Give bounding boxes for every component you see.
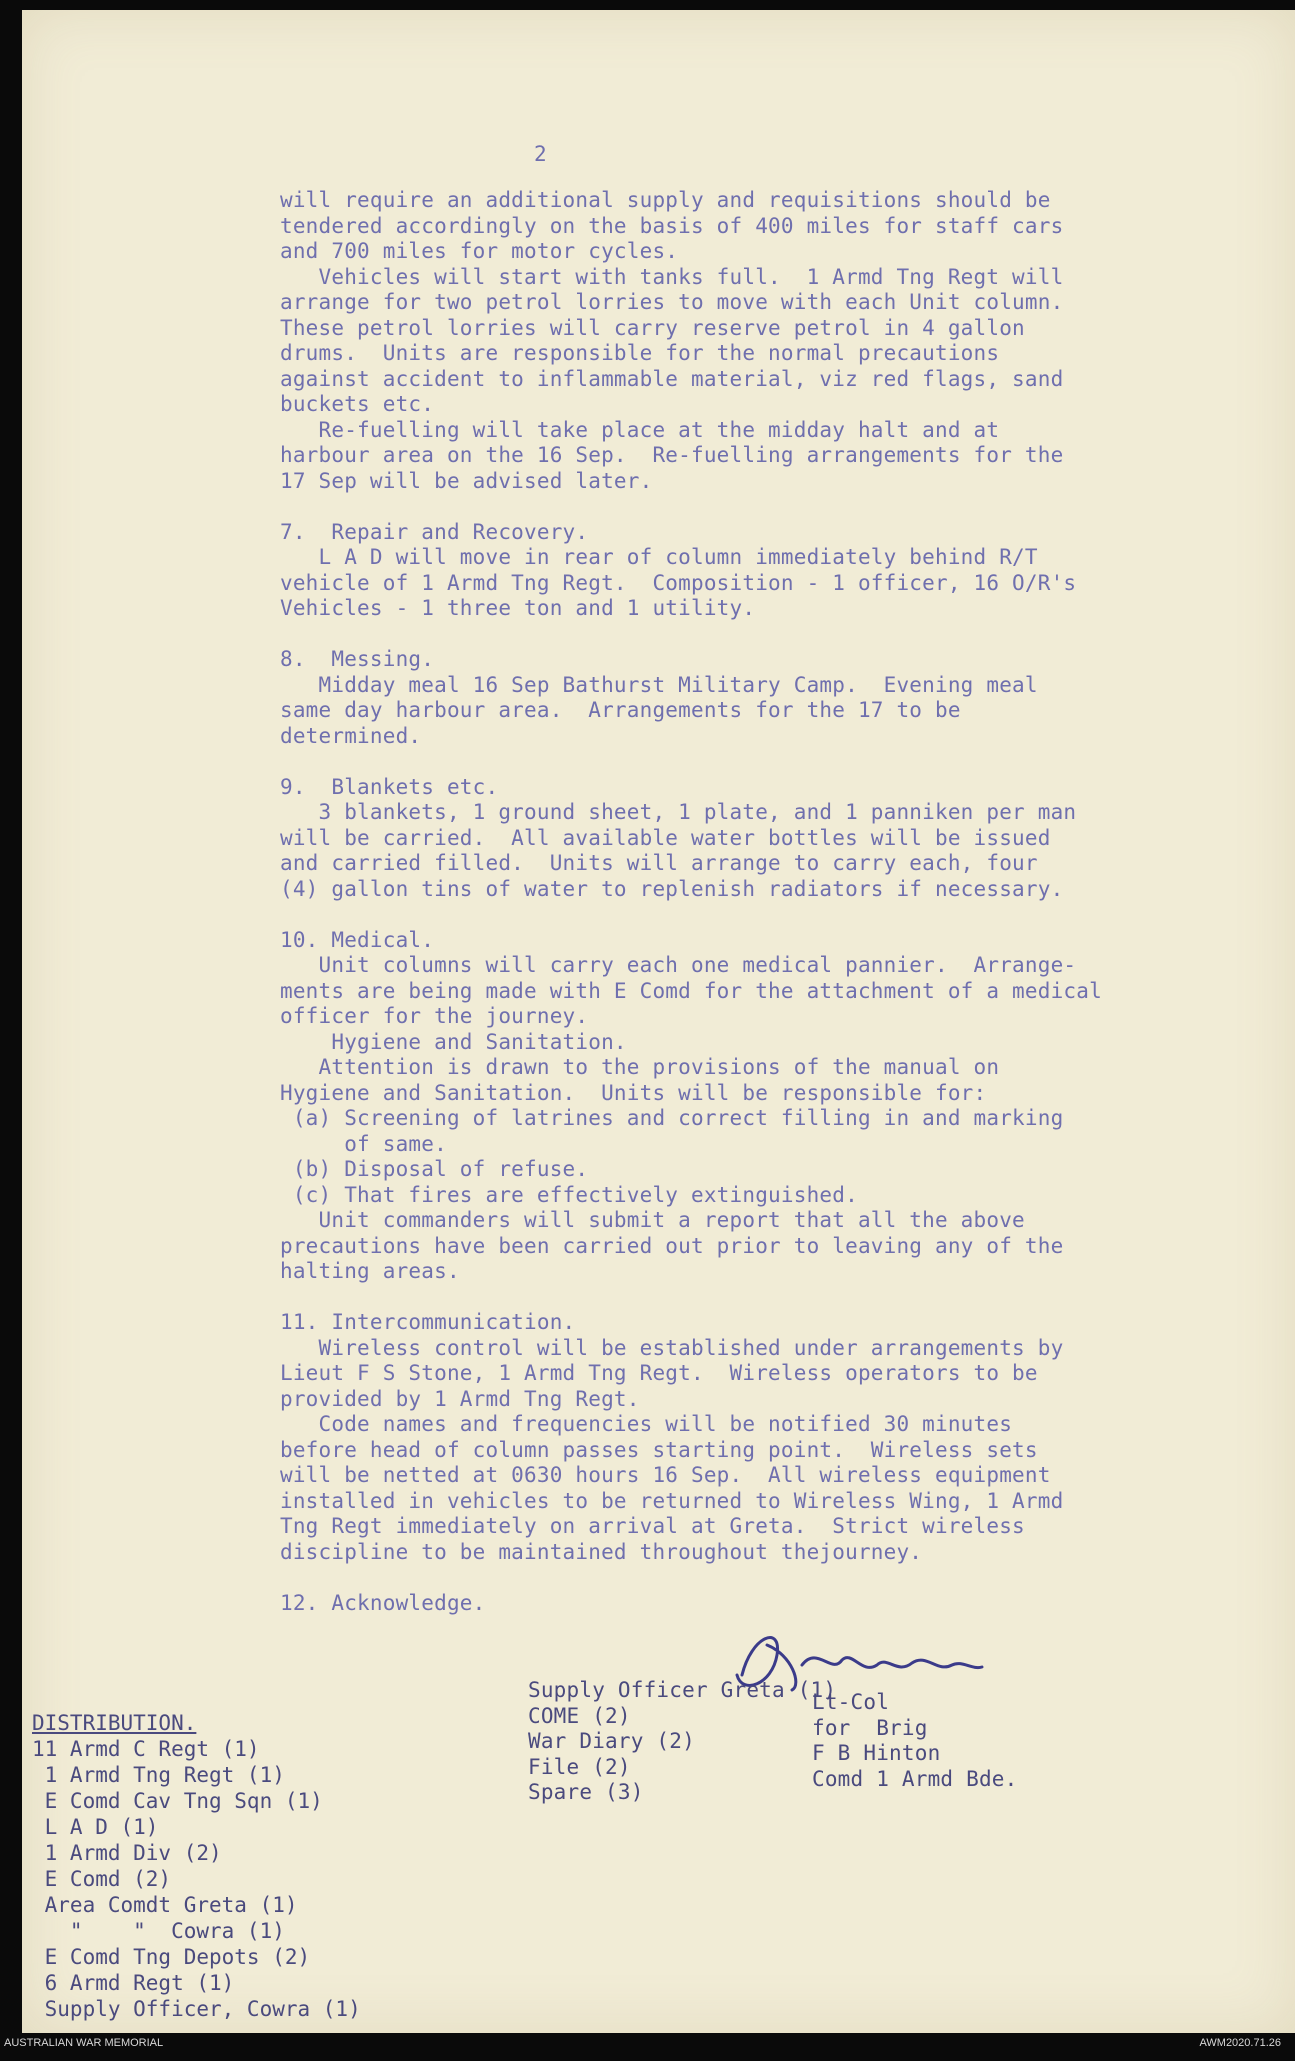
body-line: installed in vehicles to be returned to Wireless Wing, 1 Armd (280, 1488, 1064, 1513)
body-line: (b) Disposal of refuse. (280, 1157, 589, 1181)
body-line: will require an additional supply and requisitions should be (280, 188, 1051, 212)
body-line: 10. Medical. (280, 927, 435, 952)
body-line: Vehicles - 1 three ton and 1 utility. (280, 596, 756, 620)
copies-item: File (2) (528, 1754, 631, 1779)
body-line: and 700 miles for motor cycles. (280, 239, 679, 263)
signature-line: for Brig (812, 1715, 928, 1740)
body-line (280, 902, 1102, 928)
distribution-list (32, 1736, 361, 2022)
copies-item: COME (2) (528, 1703, 631, 1728)
body-line: ments are being made with E Comd for the attachment of a medical (280, 978, 1102, 1003)
distribution-heading: DISTRIBUTION. (32, 1711, 197, 1735)
body-line: determined. (280, 723, 422, 748)
body-line: Unit columns will carry each one medical pannier. Arrange- (280, 953, 1077, 977)
body-line: 3 blankets, 1 ground sheet, 1 plate, and 1 panniken per man (280, 800, 1077, 824)
body-line: of same. (280, 1131, 447, 1156)
copies-item: Supply Officer Greta (1) (528, 1678, 837, 1702)
body-line: discipline to be maintained throughout thejourney. (280, 1539, 923, 1564)
body-line: 17 Sep will be advised later. (280, 468, 653, 493)
body-line: tendered accordingly on the basis of 400 miles for staff cars (280, 213, 1064, 238)
copies-item: War Diary (2) (528, 1729, 695, 1753)
body-line: Vehicles will start with tanks full. 1 Armd Tng Regt will (280, 264, 1064, 289)
distribution-item: 6 Armd Regt (1) (32, 1971, 235, 1995)
body-line: before head of column passes starting point. Wireless sets (280, 1437, 1038, 1462)
body-line: buckets etc. (280, 392, 435, 416)
copies-list (528, 1678, 836, 1806)
distribution-item: Area Comdt Greta (1) (32, 1893, 298, 1917)
footer-left: AUSTRALIAN WAR MEMORIAL (4, 2037, 164, 2049)
body-line (280, 1565, 1102, 1591)
distribution-item: " " Cowra (1) (32, 1919, 285, 1943)
distribution-item: E Comd (2) (32, 1867, 172, 1891)
body-line: Tng Regt immediately on arrival at Greta. Strict wireless (280, 1514, 1025, 1538)
body-line: Hygiene and Sanitation. Units will be responsible for: (280, 1080, 987, 1105)
document-page (22, 10, 1295, 2033)
body-line: Re-fuelling will take place at the midday halt and at (280, 417, 1000, 442)
page-number: 2 (534, 142, 547, 166)
signature-block (812, 1690, 1018, 1792)
distribution-item: L A D (1) (32, 1815, 159, 1839)
body-line: 11. Intercommunication. (280, 1310, 576, 1334)
body-line: arrange for two petrol lorries to move with each Unit column. (280, 290, 1064, 314)
signature-line: Comd 1 Armd Bde. (812, 1766, 1018, 1791)
body-line: 7. Repair and Recovery. (280, 519, 589, 544)
distribution-item: E Comd Cav Tng Sqn (1) (32, 1789, 323, 1813)
copies-item: Spare (3) (528, 1780, 644, 1804)
body-line: 12. Acknowledge. (280, 1590, 486, 1615)
distribution-item: Supply Officer, Cowra (1) (32, 1997, 361, 2021)
body-line: Hygiene and Sanitation. (280, 1029, 627, 1054)
body-line: drums. Units are responsible for the normal precautions (280, 341, 1000, 365)
body-line: Lieut F S Stone, 1 Armd Tng Regt. Wireless operators to be (280, 1361, 1038, 1385)
body-line: will be carried. All available water bottles will be issued (280, 825, 1051, 850)
body-line: 9. Blankets etc. (280, 774, 499, 799)
body-line (280, 749, 1102, 775)
body-line (280, 1285, 1102, 1311)
body-line: provided by 1 Armd Tng Regt. (280, 1386, 640, 1411)
body-line: Wireless control will be established under arrangements by (280, 1335, 1064, 1360)
distribution-item: 11 Armd C Regt (1) (32, 1737, 260, 1761)
body-line: L A D will move in rear of column immediately behind R/T (280, 545, 1038, 569)
body-line: harbour area on the 16 Sep. Re-fuelling arrangements for the (280, 443, 1064, 467)
body-line: These petrol lorries will carry reserve petrol in 4 gallon (280, 315, 1025, 340)
signature-line: F B Hinton (812, 1741, 941, 1765)
body-line: Attention is drawn to the provisions of the manual on (280, 1055, 1000, 1079)
body-line: vehicle of 1 Armd Tng Regt. Composition - 1 officer, 16 O/R's (280, 570, 1077, 595)
body-line: halting areas. (280, 1259, 460, 1283)
body-line: and carried filled. Units will arrange to carry each, four (280, 851, 1038, 875)
body-line: against accident to inflammable material, viz red flags, sand (280, 366, 1064, 391)
body-line (280, 622, 1102, 648)
body-line: (4) gallon tins of water to replenish radiators if necessary. (280, 876, 1064, 901)
body-line: Code names and frequencies will be notified 30 minutes (280, 1412, 1013, 1436)
distribution-item: 1 Armd Tng Regt (1) (32, 1763, 285, 1787)
distribution-item: 1 Armd Div (2) (32, 1841, 222, 1865)
body-line: (c) That fires are effectively extinguished. (280, 1182, 858, 1207)
body-line: Midday meal 16 Sep Bathurst Military Camp. Evening meal (280, 672, 1038, 697)
body-line: 8. Messing. (280, 647, 435, 671)
body-line (280, 494, 1102, 520)
body-line: same day harbour area. Arrangements for the 17 to be (280, 698, 961, 722)
body-line: Unit commanders will submit a report that all the above (280, 1208, 1025, 1232)
body-text (280, 188, 1102, 1616)
body-line: (a) Screening of latrines and correct filling in and marking (280, 1106, 1064, 1130)
body-line: will be netted at 0630 hours 16 Sep. All wireless equipment (280, 1463, 1051, 1487)
distribution-item: E Comd Tng Depots (2) (32, 1945, 311, 1969)
footer-right: AWM2020.71.26 (1199, 2037, 1281, 2049)
body-line: officer for the journey. (280, 1004, 589, 1028)
signature-line: Lt-Col (812, 1690, 890, 1714)
body-line: precautions have been carried out prior to leaving any of the (280, 1233, 1064, 1258)
